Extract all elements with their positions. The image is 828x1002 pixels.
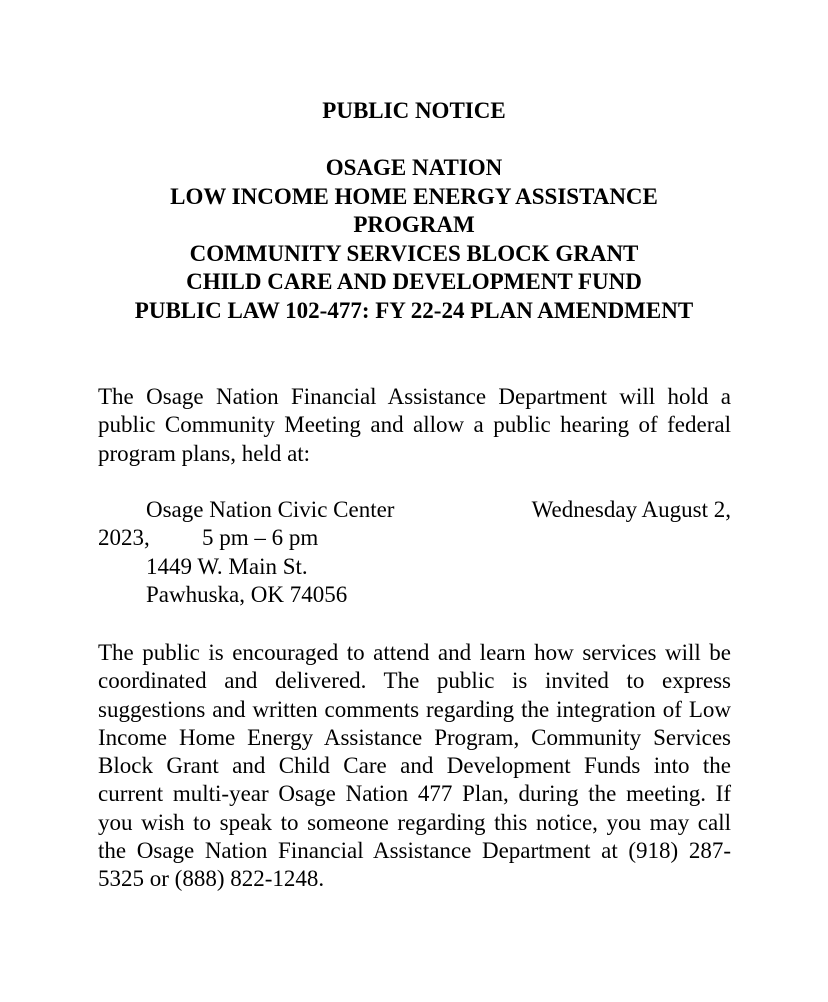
heading-line: OSAGE NATION	[325, 155, 503, 180]
notice-title: PUBLIC NOTICE	[322, 98, 506, 123]
heading-line: COMMUNITY SERVICES BLOCK GRANT	[189, 240, 639, 266]
heading-line: LOW INCOME HOME ENERGY ASSISTANCE	[170, 183, 658, 209]
meeting-time: 5 pm – 6 pm	[202, 525, 319, 551]
body-paragraph: The public is encouraged to attend and learn how services will be coordinated and delivered. The public is invited to express suggestions and written comments regarding the integration of Low Income Home Energy Assistance Program, Community Services Block Grant and Child Care and Development Funds into the current multi-year Osage Nation 477 Plan, during the meeting. If you wish to speak to someone regarding this notice, you may call the Osage Nation Financial Assistance Department at (918) 287-5325 or (888) 822-1248.	[98, 640, 731, 892]
heading-line: CHILD CARE AND DEVELOPMENT FUND	[186, 269, 642, 294]
heading-line: PUBLIC LAW 102-477: FY 22-24 PLAN AMENDMENT	[134, 297, 694, 323]
venue-block	[98, 496, 731, 609]
venue-city: Pawhuska, OK 74056	[146, 581, 348, 607]
meeting-year: 2023,	[98, 525, 150, 551]
meeting-date: Wednesday August 2,	[531, 497, 731, 522]
intro-paragraph: The Osage Nation Financial Assistance Department will hold a public Community Meeting and allow a public hearing of federal program plans, held at:	[98, 384, 731, 466]
heading-line: PROGRAM	[353, 212, 475, 237]
venue-name: Osage Nation Civic Center	[146, 497, 395, 522]
venue-row	[98, 496, 731, 524]
venue-street: 1449 W. Main St.	[146, 553, 308, 579]
program-heading	[0, 154, 828, 325]
venue-row	[98, 524, 731, 552]
